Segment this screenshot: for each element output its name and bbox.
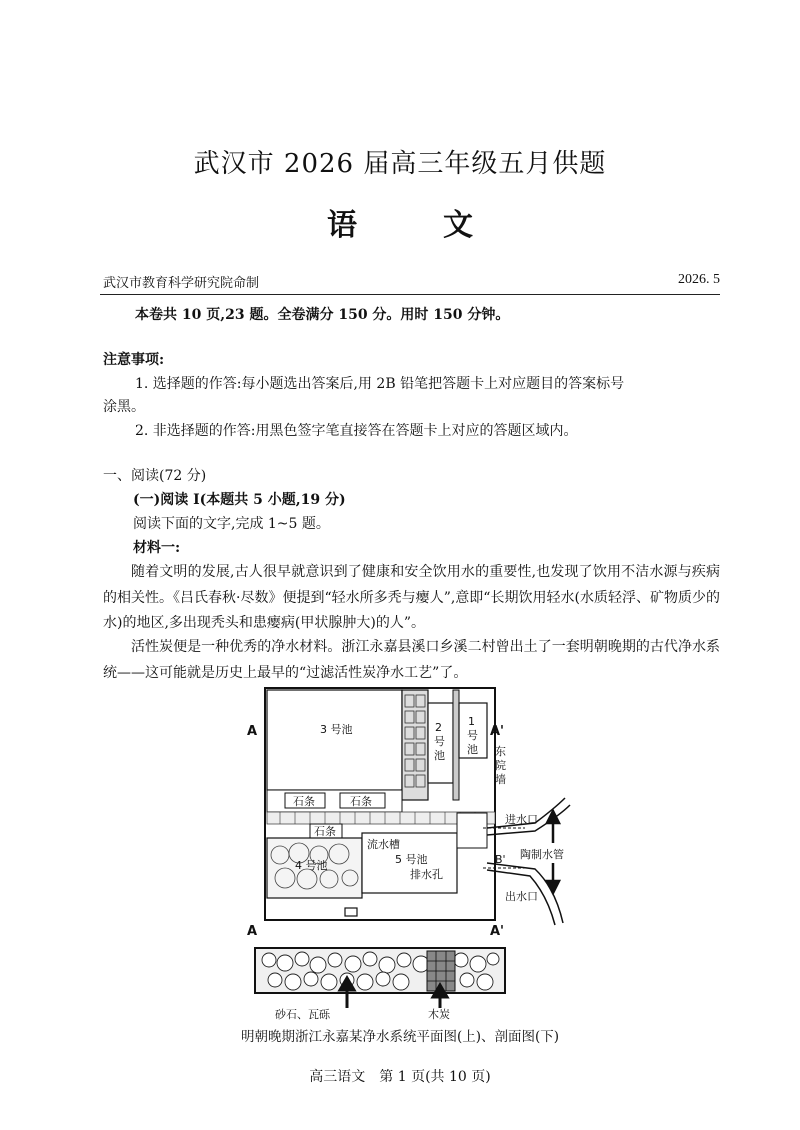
label-b-prime: B'	[495, 853, 506, 866]
label-charcoal: 木炭	[428, 1008, 450, 1021]
intro-line: 本卷共 10 页,23 题。全卷满分 150 分。用时 150 分钟。	[135, 307, 510, 323]
label-pool-4: 4 号池	[295, 859, 328, 872]
label-pool-2-c: 池	[434, 749, 445, 762]
exam-date: 2026. 5	[678, 272, 720, 287]
label-stone-2: 石条	[350, 795, 372, 808]
label-pool-2-b: 号	[434, 735, 445, 748]
section-subheading: (一)阅读 I(本题共 5 小题,19 分)	[133, 492, 346, 508]
label-pool-1-b: 号	[467, 729, 478, 742]
label-drain: 排水孔	[410, 868, 443, 881]
label-wall-c: 墙	[495, 773, 506, 786]
issuer-text: 武汉市教育科学研究院命制	[103, 276, 260, 291]
figure-caption: 明朝晚期浙江永嘉某净水系统平面图(上)、剖面图(下)	[240, 1029, 560, 1045]
notes-heading: 注意事项:	[103, 352, 165, 368]
section-view	[255, 948, 505, 1008]
label-a-right-section: A'	[490, 924, 505, 939]
label-pipe: 陶制水管	[520, 848, 564, 861]
label-wall-a: 东	[495, 745, 506, 758]
pool-3	[267, 690, 402, 790]
section-heading: 一、阅读(72 分)	[103, 468, 207, 484]
label-sand-gravel: 砂石、瓦砾	[275, 1008, 330, 1021]
label-pool-1-a: 1	[468, 715, 475, 728]
label-pool-1-c: 池	[467, 743, 478, 756]
section-instruction: 阅读下面的文字,完成 1~5 题。	[133, 516, 330, 532]
label-stone-1: 石条	[293, 795, 315, 808]
header-divider	[100, 294, 720, 295]
label-stone-3: 石条	[314, 825, 336, 838]
label-outlet: 出水口	[505, 890, 538, 903]
label-pool-2-a: 2	[435, 721, 442, 734]
note-item-1: 1. 选择题的作答:每小题选出答案后,用 2B 铅笔把答题卡上对应题目的答案标号	[135, 376, 625, 392]
page-footer: 高三语文 第 1 页(共 10 页)	[309, 1069, 491, 1085]
label-a-right: A'	[490, 724, 505, 739]
label-a-left-section: A	[247, 924, 258, 939]
material-label: 材料一:	[133, 540, 181, 556]
label-channel: 流水槽	[367, 838, 400, 851]
stone-wall-column	[402, 690, 428, 800]
note-item-2: 2. 非选择题的作答:用黑色签字笔直接答在答题卡上对应的答题区域内。	[135, 423, 578, 439]
material-paragraph-2: 活性炭便是一种优秀的净水材料。浙江永嘉县溪口乡溪二村曾出土了一套明朝晚期的古代净水系统——这可能就是历史上最早的“过滤活性炭净水工艺”了。	[103, 639, 720, 681]
label-pool-3: 3 号池	[320, 723, 353, 736]
material-paragraph-1: 随着文明的发展,古人很早就意识到了健康和安全饮用水的重要性,也发现了饮用不洁水源与疾病的相关性。《吕氏春秋·尽数》便提到“轻水所多秃与瘿人”,意即“长期饮用轻水(水质轻浮、矿物质少的水)的地区,多出现秃头和患瘿病(甲状腺肿大)的人”。	[103, 564, 720, 631]
note-item-1-cont: 涂黑。	[103, 399, 145, 415]
exam-title: 武汉市 2026 届高三年级五月供题	[193, 149, 607, 179]
water-purification-diagram	[235, 683, 575, 1023]
label-inlet: 进水口	[505, 813, 538, 826]
subject-title: 语 文	[327, 208, 501, 243]
label-pool-5: 5 号池	[395, 853, 428, 866]
label-a-left: A	[247, 724, 258, 739]
label-wall-b: 院	[495, 759, 506, 772]
